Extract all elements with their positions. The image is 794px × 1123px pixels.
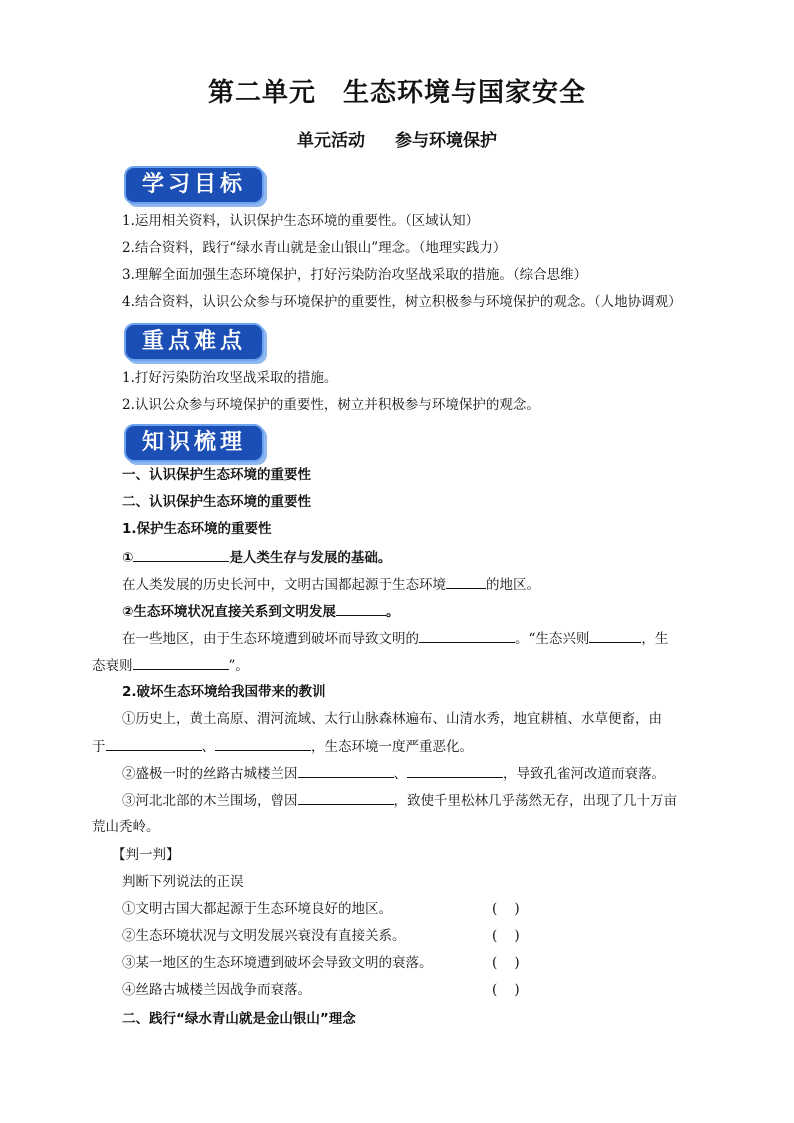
fill-line-7: 于 、 ，生态环境一度严重恶化。 <box>92 739 473 755</box>
fill-line-3: ②生态环境状况直接关系到文明发展 。 <box>122 604 400 620</box>
answer-blank[interactable] <box>336 602 386 616</box>
judge-answer-4[interactable]: ( ) <box>492 982 520 998</box>
answer-blank[interactable] <box>298 791 394 805</box>
key-point-2: 2.认识公众参与环境保护的重要性，树立并积极参与环境保护的观念。 <box>122 397 540 413</box>
fill-line-2: 在人类发展的历史长河中，文明古国都起源于生态环境 的地区。 <box>122 577 540 593</box>
fill-line-8: ②盛极一时的丝路古城楼兰因 、 ，导致孔雀河改道而衰落。 <box>122 766 665 782</box>
answer-blank[interactable] <box>407 764 503 778</box>
subtitle-right: 参与环境保护 <box>395 131 497 151</box>
answer-blank[interactable] <box>133 548 229 562</box>
answer-blank[interactable] <box>215 737 311 751</box>
objective-4: 4.结合资料，认识公众参与环境保护的重要性，树立积极参与环境保护的观念。（人地协调观） <box>122 294 682 310</box>
fill-line-9: ③河北北部的木兰围场，曾因 ，致使千里松林几乎荡然无存，出现了几十万亩 <box>122 793 677 809</box>
judge-item-2: ②生态环境状况与文明发展兴衰没有直接关系。 <box>122 928 406 944</box>
judge-answer-3[interactable]: ( ) <box>492 955 520 971</box>
objective-3: 3.理解全面加强生态环境保护，打好污染防治攻坚战采取的措施。（综合思维） <box>122 267 588 283</box>
answer-blank[interactable] <box>298 764 394 778</box>
section-heading-last: 二、践行“绿水青山就是金山银山”理念 <box>122 1011 356 1027</box>
judge-item-1: ①文明古国大都起源于生态环境良好的地区。 <box>122 901 392 917</box>
objectives-banner: 学习目标 <box>124 166 264 204</box>
judge-instruction: 判断下列说法的正误 <box>122 874 244 890</box>
fill-line-1: ① 是人类生存与发展的基础。 <box>122 550 392 566</box>
judge-answer-1[interactable]: ( ) <box>492 901 520 917</box>
key-points-banner: 重点难点 <box>124 323 264 361</box>
subsection-heading-2: 2.破坏生态环境给我国带来的教训 <box>122 684 326 700</box>
text-line-10: 荒山秃岭。 <box>92 819 160 835</box>
fill-line-5: 态衰则 ”。 <box>92 658 249 674</box>
fill-line-4: 在一些地区，由于生态环境遭到破坏而导致文明的 。“生态兴则 ，生 <box>122 631 669 647</box>
section-heading-1: 一、认识保护生态环境的重要性 <box>122 467 311 483</box>
section-heading-2: 二、认识保护生态环境的重要性 <box>122 494 311 510</box>
page-title: 第二单元 生态环境与国家安全 <box>207 78 586 108</box>
page-subtitle <box>0 126 794 151</box>
knowledge-banner: 知识梳理 <box>124 424 264 462</box>
judge-item-3: ③某一地区的生态环境遭到破坏会导致文明的衰落。 <box>122 955 433 971</box>
answer-blank[interactable] <box>106 737 202 751</box>
subtitle-left: 单元活动 <box>297 131 365 151</box>
key-point-1: 1.打好污染防治攻坚战采取的措施。 <box>122 370 338 386</box>
answer-blank[interactable] <box>589 629 641 643</box>
objective-2: 2.结合资料，践行“绿水青山就是金山银山”理念。（地理实践力） <box>122 240 507 256</box>
text-line-6: ①历史上，黄土高原、渭河流域、太行山脉森林遍布、山清水秀，地宜耕植、水草便畜，由 <box>122 711 662 727</box>
objective-1: 1.运用相关资料，认识保护生态环境的重要性。（区域认知） <box>122 213 480 229</box>
answer-blank[interactable] <box>133 656 229 670</box>
judge-heading: 【判一判】 <box>112 847 180 863</box>
answer-blank[interactable] <box>419 629 515 643</box>
subsection-heading-1: 1.保护生态环境的重要性 <box>122 521 272 537</box>
answer-blank[interactable] <box>446 575 486 589</box>
judge-answer-2[interactable]: ( ) <box>492 928 520 944</box>
judge-item-4: ④丝路古城楼兰因战争而衰落。 <box>122 982 311 998</box>
